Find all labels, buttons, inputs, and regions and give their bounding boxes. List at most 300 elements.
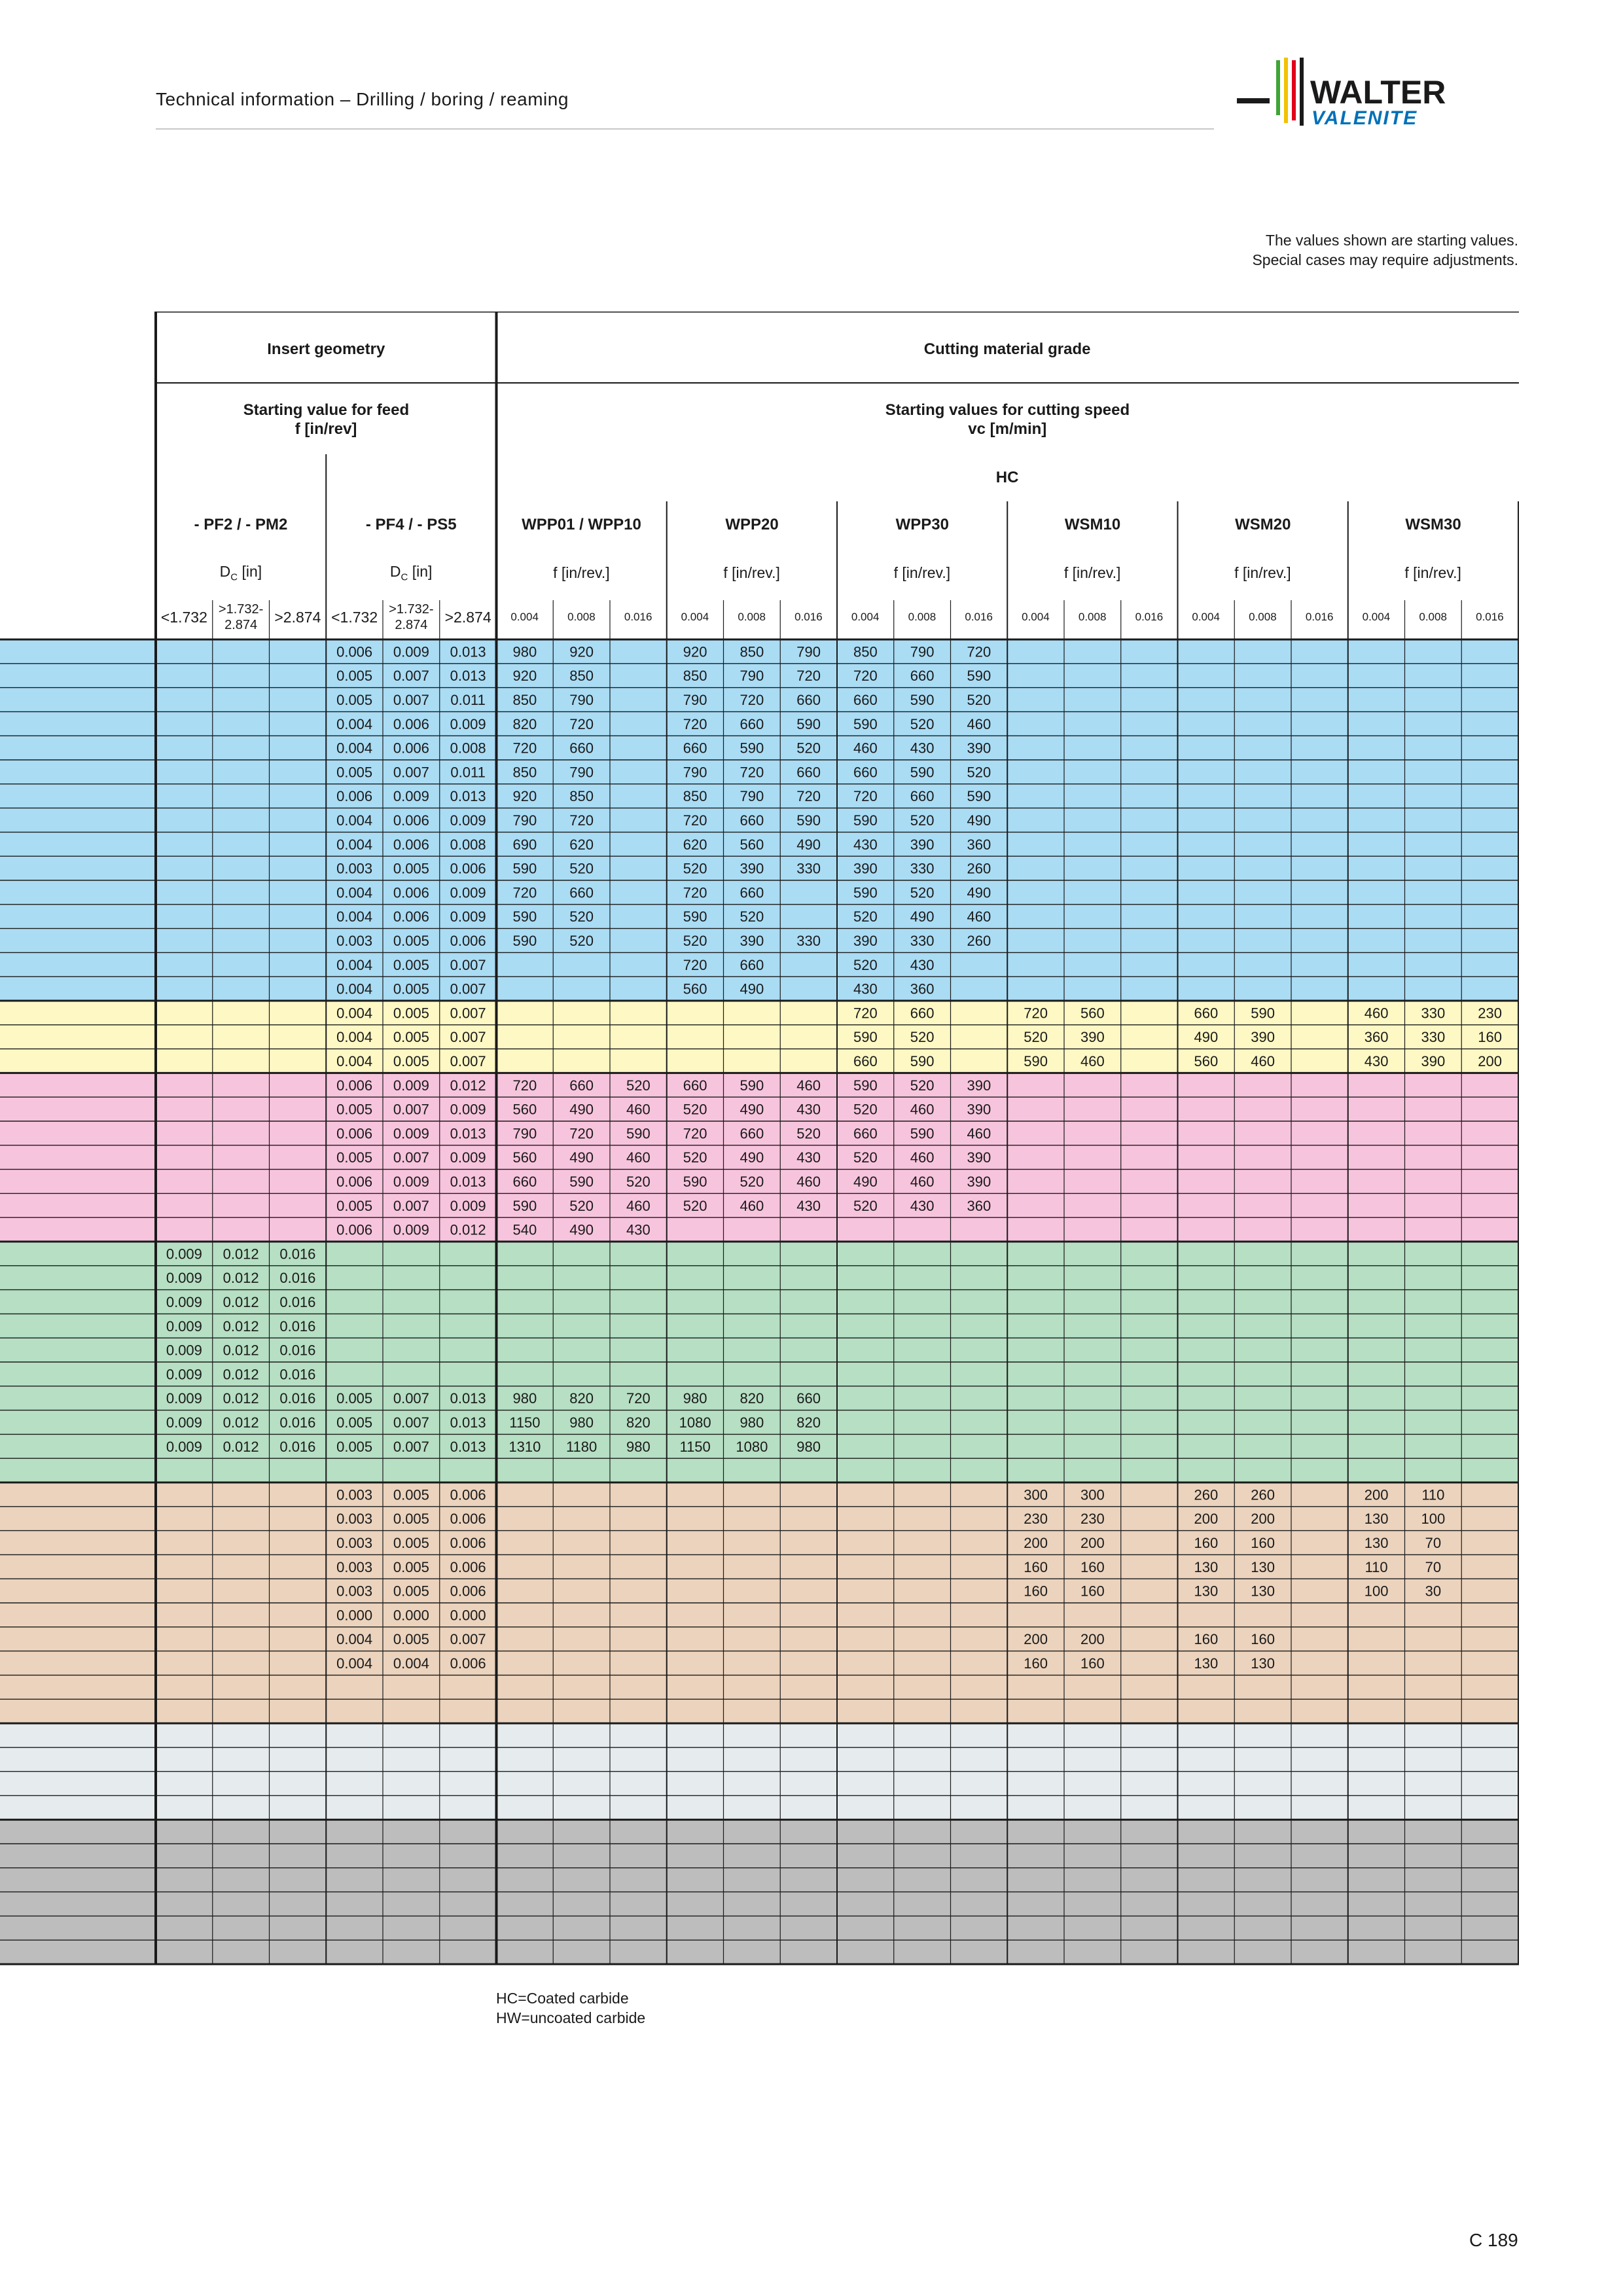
table-cell: 0.013 xyxy=(450,1390,486,1407)
table-cell: 590 xyxy=(512,933,537,949)
table-cell: 130 xyxy=(1194,1655,1219,1672)
table-cell: 460 xyxy=(1364,1005,1389,1022)
dc-symbol: D xyxy=(219,562,231,580)
table-cell: 590 xyxy=(853,1029,878,1046)
table-cell: 0.007 xyxy=(393,1149,429,1166)
table-cell: 490 xyxy=(740,1149,764,1166)
table-cell: 200 xyxy=(1364,1486,1389,1503)
table-cell: 0.007 xyxy=(393,692,429,708)
table-cell: 0.009 xyxy=(166,1294,202,1310)
table-cell: 520 xyxy=(683,1149,707,1166)
table-cell: 0.005 xyxy=(336,1414,373,1431)
table-cell: 390 xyxy=(967,740,991,757)
table-cell: 0.007 xyxy=(450,1029,486,1046)
table-cell: 520 xyxy=(853,956,878,973)
table-cell: 130 xyxy=(1251,1655,1275,1672)
table-cell: 720 xyxy=(569,715,594,732)
table-cell: 980 xyxy=(569,1414,594,1431)
table-cell: 0.004 xyxy=(336,980,373,997)
table-cell: 520 xyxy=(1024,1029,1048,1046)
table-cell: 360 xyxy=(1364,1029,1389,1046)
table-cell: 0.007 xyxy=(393,668,429,685)
logo-bar-black xyxy=(1300,58,1304,126)
table-cell: 520 xyxy=(569,860,594,877)
table-cell: 0.009 xyxy=(166,1366,202,1383)
feed-value-header: 0.008 xyxy=(1419,611,1447,623)
table-cell: 590 xyxy=(1251,1005,1275,1022)
table-cell: 0.009 xyxy=(450,908,486,925)
table-cell: 0.005 xyxy=(336,1101,373,1118)
table-cell: 160 xyxy=(1478,1029,1502,1046)
table-cell: 0.007 xyxy=(450,1631,486,1648)
table-cell: 660 xyxy=(740,715,764,732)
table-cell: 0.007 xyxy=(393,1414,429,1431)
table-cell: 100 xyxy=(1364,1583,1389,1600)
table-cell: 540 xyxy=(512,1221,537,1238)
table-cell: 520 xyxy=(683,1197,707,1214)
table-cell: 0.009 xyxy=(450,1101,486,1118)
table-cell: 520 xyxy=(967,764,991,781)
table-cell: 0.009 xyxy=(393,1221,429,1238)
table-cell: 0.012 xyxy=(223,1318,259,1335)
table-cell: 790 xyxy=(683,764,707,781)
table-cell: 620 xyxy=(569,836,594,853)
table-cell: 850 xyxy=(512,692,537,708)
table-cell: 490 xyxy=(1194,1029,1219,1046)
table-cell: 0.012 xyxy=(450,1221,486,1238)
feed-value-header: 0.016 xyxy=(794,611,823,623)
table-cell: 790 xyxy=(740,668,764,685)
table-cell: 460 xyxy=(626,1149,651,1166)
table-cell: 460 xyxy=(626,1197,651,1214)
page-number: C 189 xyxy=(1469,2230,1518,2250)
table-cell: 520 xyxy=(853,908,878,925)
table-cell: 0.006 xyxy=(336,1174,373,1190)
table-cell: 460 xyxy=(626,1101,651,1118)
table-cell: 720 xyxy=(967,643,991,660)
table-cell: 0.016 xyxy=(279,1414,316,1431)
table-cell: 720 xyxy=(569,812,594,829)
table-cell: 660 xyxy=(740,884,764,901)
table-cell: 160 xyxy=(1251,1535,1275,1551)
table-cell: 0.000 xyxy=(336,1607,373,1624)
table-cell: 1150 xyxy=(679,1438,711,1455)
table-cell: 0.005 xyxy=(336,1197,373,1214)
table-cell: 0.004 xyxy=(336,908,373,925)
table-cell: 390 xyxy=(910,836,935,853)
table-cell: 520 xyxy=(796,740,821,757)
table-cell: 520 xyxy=(853,1149,878,1166)
table-cell: 850 xyxy=(569,668,594,685)
table-cell: 660 xyxy=(853,764,878,781)
table-cell: 0.005 xyxy=(393,956,429,973)
table-cell: 0.004 xyxy=(336,1655,373,1672)
note-line-1: The values shown are starting values. xyxy=(1265,232,1518,249)
table-cell: 590 xyxy=(683,908,707,925)
feed-title-line-1: Starting value for feed xyxy=(243,401,410,419)
table-cell: 460 xyxy=(967,715,991,732)
table-cell: 0.004 xyxy=(336,812,373,829)
table-cell: 590 xyxy=(569,1174,594,1190)
table-cell: 520 xyxy=(569,1197,594,1214)
table-cell: 660 xyxy=(1194,1005,1219,1022)
table-cell: 0.009 xyxy=(166,1270,202,1287)
table-cell: 430 xyxy=(910,1197,935,1214)
table-cell: 0.004 xyxy=(336,884,373,901)
table-cell: 790 xyxy=(740,788,764,805)
table-cell: 0.005 xyxy=(393,1486,429,1503)
table-cell: 590 xyxy=(910,764,935,781)
table-cell: 130 xyxy=(1194,1583,1219,1600)
table-cell: 0.016 xyxy=(279,1366,316,1383)
table-cell: 0.006 xyxy=(336,1125,373,1142)
table-cell: 130 xyxy=(1251,1583,1275,1600)
table-cell: 520 xyxy=(910,884,935,901)
table-cell: 0.007 xyxy=(393,1197,429,1214)
table-cell: 620 xyxy=(683,836,707,853)
table-cell: 0.005 xyxy=(336,668,373,685)
table-cell: 560 xyxy=(683,980,707,997)
table-cell: 0.012 xyxy=(223,1414,259,1431)
logo-word-top: WALTER xyxy=(1310,74,1446,111)
feed-unit-label: f [in/rev.] xyxy=(1063,564,1121,581)
table-cell: 660 xyxy=(740,1125,764,1142)
feed-unit-label: f [in/rev.] xyxy=(893,564,951,581)
table-cell: 430 xyxy=(626,1221,651,1238)
table-cell: 330 xyxy=(910,860,935,877)
table-cell: 590 xyxy=(967,668,991,685)
table-cell: 200 xyxy=(1024,1631,1048,1648)
table-cell: 0.009 xyxy=(393,788,429,805)
table-cell: 660 xyxy=(796,1390,821,1407)
table-cell: 0.009 xyxy=(393,1174,429,1190)
table-cell: 660 xyxy=(853,1125,878,1142)
feed-value-header: 0.008 xyxy=(1249,611,1277,623)
starting-values-note xyxy=(1252,230,1518,270)
table-cell: 460 xyxy=(967,908,991,925)
table-cell: 390 xyxy=(967,1101,991,1118)
dc-diameter-label xyxy=(390,563,433,583)
table-cell: 490 xyxy=(740,1101,764,1118)
table-cell: 590 xyxy=(910,692,935,708)
table-cell: 330 xyxy=(1421,1005,1446,1022)
table-cell: 0.004 xyxy=(393,1655,429,1672)
table-cell: 720 xyxy=(740,764,764,781)
table-cell: 390 xyxy=(1080,1029,1105,1046)
table-cell: 720 xyxy=(853,1005,878,1022)
table-cell: 0.007 xyxy=(450,956,486,973)
table-cell: 590 xyxy=(1024,1053,1048,1069)
table-cell: 460 xyxy=(1080,1053,1105,1069)
table-cell: 430 xyxy=(910,740,935,757)
table-cell: 590 xyxy=(967,788,991,805)
table-cell: 0.005 xyxy=(393,1029,429,1046)
table-cell: 0.005 xyxy=(393,860,429,877)
table-cell: 0.016 xyxy=(279,1246,316,1263)
table-cell: 660 xyxy=(740,956,764,973)
table-cell: 130 xyxy=(1364,1511,1389,1528)
table-cell: 490 xyxy=(740,980,764,997)
note-line-2: Special cases may require adjustments. xyxy=(1252,251,1518,268)
table-cell: 720 xyxy=(796,668,821,685)
feed-value-header: 0.008 xyxy=(1078,611,1107,623)
table-cell: 520 xyxy=(569,933,594,949)
table-cell: 0.009 xyxy=(166,1318,202,1335)
logo-bar-red xyxy=(1292,60,1296,120)
dc-range-header: <1.732 xyxy=(160,608,207,626)
table-cell: 200 xyxy=(1080,1631,1105,1648)
table-cell: 560 xyxy=(740,836,764,853)
table-cell: 430 xyxy=(853,836,878,853)
logo-bar-yellow xyxy=(1284,58,1288,123)
table-cell: 390 xyxy=(740,933,764,949)
feed-value-header: 0.016 xyxy=(624,611,652,623)
table-cell: 0.005 xyxy=(393,1005,429,1022)
table-cell: 0.003 xyxy=(336,1486,373,1503)
table-cell: 0.007 xyxy=(393,1438,429,1455)
table-cell: 0.004 xyxy=(336,715,373,732)
table-cell: 390 xyxy=(967,1174,991,1190)
table-cell: 660 xyxy=(796,764,821,781)
table-cell: 520 xyxy=(740,1174,764,1190)
table-cell: 850 xyxy=(569,788,594,805)
logo-word-bottom: VALENITE xyxy=(1311,107,1418,129)
table-cell: 720 xyxy=(512,1077,537,1094)
table-cell: 720 xyxy=(569,1125,594,1142)
table-cell: 360 xyxy=(967,836,991,853)
table-cell: 0.009 xyxy=(450,812,486,829)
table-cell: 460 xyxy=(796,1174,821,1190)
legend-line-1: HC=Coated carbide xyxy=(496,1990,629,2007)
table-grid xyxy=(0,312,1519,1975)
table-cell: 430 xyxy=(910,956,935,973)
table-cell: 390 xyxy=(853,933,878,949)
table-cell: 0.006 xyxy=(393,908,429,925)
table-cell: 430 xyxy=(796,1197,821,1214)
logo-dash xyxy=(1237,98,1270,103)
table-cell: 0.016 xyxy=(279,1294,316,1310)
table-cell: 0.006 xyxy=(450,1535,486,1551)
cutting-material-grade-header: Cutting material grade xyxy=(923,340,1091,358)
table-cell: 110 xyxy=(1421,1486,1445,1503)
table-cell: 0.007 xyxy=(450,980,486,997)
table-cell: 0.005 xyxy=(393,1535,429,1551)
table-cell: 130 xyxy=(1194,1558,1219,1575)
table-cell: 0.004 xyxy=(336,1053,373,1069)
table-cell: 980 xyxy=(740,1414,764,1431)
table-cell: 850 xyxy=(740,643,764,660)
dc-range-header: >1.732-2.874 xyxy=(218,602,264,632)
table-cell: 0.009 xyxy=(450,715,486,732)
table-cell: 160 xyxy=(1024,1655,1048,1672)
table-cell: 850 xyxy=(683,668,707,685)
table-cell: 660 xyxy=(910,788,935,805)
table-cell: 0.007 xyxy=(393,1390,429,1407)
table-cell: 0.009 xyxy=(166,1246,202,1263)
feed-unit-label: f [in/rev.] xyxy=(1404,564,1461,581)
dc-range-header: >2.874 xyxy=(274,608,321,626)
grade-wpp30: WPP30 xyxy=(895,516,949,533)
table-cell: 0.012 xyxy=(223,1294,259,1310)
table-cell: 160 xyxy=(1251,1631,1275,1648)
table-cell: 390 xyxy=(740,860,764,877)
table-cell: 200 xyxy=(1080,1535,1105,1551)
table-cell: 590 xyxy=(853,1077,878,1094)
table-cell: 590 xyxy=(740,740,764,757)
table-cell: 390 xyxy=(853,860,878,877)
table-cell: 0.006 xyxy=(336,1221,373,1238)
table-cell: 460 xyxy=(967,1125,991,1142)
dc-diameter-label xyxy=(220,563,262,583)
table-cell: 0.005 xyxy=(393,980,429,997)
feed-value-header: 0.016 xyxy=(1305,611,1334,623)
table-cell: 260 xyxy=(1251,1486,1275,1503)
table-cell: 0.003 xyxy=(336,1558,373,1575)
dc-subscript: C xyxy=(230,571,238,583)
table-cell: 0.006 xyxy=(336,1077,373,1094)
table-cell: 790 xyxy=(910,643,935,660)
table-cell: 660 xyxy=(910,668,935,685)
table-cell: 720 xyxy=(683,1125,707,1142)
table-cell: 520 xyxy=(683,933,707,949)
table-cell: 590 xyxy=(796,715,821,732)
table-cell: 820 xyxy=(740,1390,764,1407)
table-cell: 100 xyxy=(1421,1511,1446,1528)
table-cell: 520 xyxy=(569,908,594,925)
table-cell: 260 xyxy=(967,933,991,949)
table-cell: 980 xyxy=(512,643,537,660)
feed-value-header: 0.016 xyxy=(965,611,993,623)
table-cell: 1180 xyxy=(565,1438,597,1455)
table-cell: 0.012 xyxy=(223,1438,259,1455)
table-cell: 0.006 xyxy=(393,884,429,901)
dc-symbol: D xyxy=(389,562,401,580)
table-cell: 0.006 xyxy=(450,1486,486,1503)
table-cell: 660 xyxy=(853,692,878,708)
feed-value-header: 0.008 xyxy=(738,611,766,623)
table-cell: 0.003 xyxy=(336,933,373,949)
table-cell: 820 xyxy=(796,1414,821,1431)
table-cell: 790 xyxy=(683,692,707,708)
table-cell: 260 xyxy=(1194,1486,1219,1503)
table-cell: 0.016 xyxy=(279,1390,316,1407)
dc-subscript: C xyxy=(401,571,408,583)
table-cell: 560 xyxy=(1080,1005,1105,1022)
table-cell: 590 xyxy=(626,1125,651,1142)
table-cell: 0.004 xyxy=(336,1631,373,1648)
table-cell: 130 xyxy=(1364,1535,1389,1551)
table-cell: 300 xyxy=(1080,1486,1105,1503)
table-cell: 720 xyxy=(796,788,821,805)
feed-value-header: 0.004 xyxy=(851,611,880,623)
dc-unit: [in] xyxy=(408,562,433,580)
feed-unit-label: f [in/rev.] xyxy=(723,564,780,581)
table-cell: 390 xyxy=(1421,1053,1446,1069)
dc-range-header: >1.732-2.874 xyxy=(389,602,434,632)
geometry-pf2-pm2: - PF2 / - PM2 xyxy=(194,516,288,533)
table-cell: 520 xyxy=(626,1077,651,1094)
table-cell: 0.006 xyxy=(336,788,373,805)
table-cell: 160 xyxy=(1024,1558,1048,1575)
header-rule xyxy=(156,128,1214,130)
table-cell: 0.005 xyxy=(393,1631,429,1648)
table-cell: 590 xyxy=(512,908,537,925)
feed-value-header: 0.008 xyxy=(908,611,936,623)
table-cell: 430 xyxy=(796,1101,821,1118)
table-cell: 660 xyxy=(910,1005,935,1022)
feed-value-header: 0.004 xyxy=(1022,611,1050,623)
table-cell: 0.009 xyxy=(166,1414,202,1431)
table-cell: 0.012 xyxy=(223,1270,259,1287)
feed-value-header: 0.004 xyxy=(1192,611,1220,623)
table-cell: 0.012 xyxy=(223,1246,259,1263)
table-cell: 560 xyxy=(1194,1053,1219,1069)
table-cell: 0.004 xyxy=(336,1005,373,1022)
table-cell: 200 xyxy=(1194,1511,1219,1528)
table-cell: 0.006 xyxy=(450,1655,486,1672)
table-cell: 720 xyxy=(626,1390,651,1407)
table-cell: 490 xyxy=(796,836,821,853)
table-cell: 0.012 xyxy=(223,1342,259,1359)
table-cell: 660 xyxy=(683,1077,707,1094)
table-cell: 790 xyxy=(569,692,594,708)
table-cell: 490 xyxy=(853,1174,878,1190)
table-cell: 490 xyxy=(569,1101,594,1118)
table-cell: 0.011 xyxy=(450,764,486,781)
table-cell: 0.006 xyxy=(393,715,429,732)
table-cell: 200 xyxy=(1024,1535,1048,1551)
table-cell: 0.012 xyxy=(223,1366,259,1383)
table-cell: 790 xyxy=(796,643,821,660)
table-cell: 0.005 xyxy=(393,933,429,949)
dc-range-header: >2.874 xyxy=(444,608,491,626)
table-cell: 660 xyxy=(569,884,594,901)
table-cell: 980 xyxy=(683,1390,707,1407)
page-header-title: Technical information – Drilling / boring / reaming xyxy=(156,89,569,109)
table-cell: 0.009 xyxy=(393,1077,429,1094)
table-cell: 0.003 xyxy=(336,860,373,877)
table-cell: 560 xyxy=(512,1149,537,1166)
table-cell: 820 xyxy=(626,1414,651,1431)
table-cell: 0.013 xyxy=(450,1414,486,1431)
table-cell: 390 xyxy=(1251,1029,1275,1046)
table-cell: 720 xyxy=(683,956,707,973)
table-cell: 920 xyxy=(512,668,537,685)
feed-title-line-2: f [in/rev] xyxy=(294,420,357,438)
table-cell: 720 xyxy=(512,740,537,757)
feed-unit-label: f [in/rev.] xyxy=(553,564,610,581)
table-cell: 520 xyxy=(683,1101,707,1118)
table-cell: 790 xyxy=(569,764,594,781)
table-cell: 1310 xyxy=(508,1438,541,1455)
table-cell: 330 xyxy=(796,860,821,877)
table-cell: 0.006 xyxy=(450,1583,486,1600)
grade-wsm20: WSM20 xyxy=(1235,516,1291,533)
walter-valenite-logo xyxy=(1230,55,1518,134)
table-cell: 590 xyxy=(796,812,821,829)
table-cell: 720 xyxy=(853,668,878,685)
table-cell: 920 xyxy=(683,643,707,660)
table-cell: 0.013 xyxy=(450,1125,486,1142)
table-cell: 130 xyxy=(1251,1558,1275,1575)
table-cell: 590 xyxy=(910,1125,935,1142)
table-cell: 70 xyxy=(1425,1558,1442,1575)
table-cell: 0.009 xyxy=(166,1390,202,1407)
feed-value-header: 0.016 xyxy=(1476,611,1504,623)
table-cell: 0.016 xyxy=(279,1438,316,1455)
table-cell: 520 xyxy=(967,692,991,708)
table-cell: 0.004 xyxy=(336,956,373,973)
